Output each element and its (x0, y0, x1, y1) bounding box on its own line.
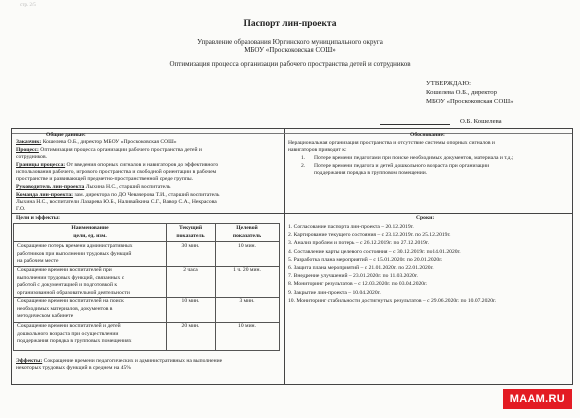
bounds-line: Границы процесса: От введения опорных сигналов и навигаторов до эффективного (16, 162, 219, 168)
rationale-item-2-cont: поддержания порядка в групповом помещении. (314, 170, 428, 176)
effects-line: Эффекты: Сокращение времени педагогических и административных на выполнение (16, 358, 223, 364)
team-line: Команда лин-проекта: зам. директора по ДО Чевачерова Т.И., старший воспитатель (16, 192, 220, 198)
goals-heading: Цели и эффекты: (16, 215, 61, 221)
deadline-item: 10. Мониторинг стабильности достигнутых результатов – с 29.06.2020г. по 10.07.2020г. (288, 297, 497, 304)
approve-name: Кошелева О.Б., директор (426, 89, 497, 96)
rationale-item-1: Потере времени педагогами при поиске необходимых документов, материала и т.д.; (314, 155, 514, 161)
goal-row: Сокращение времени воспитателей при выполнении трудовых функций, связанных с работой с документацией и подготовкой к организованной образовательной деятельности (17, 267, 130, 296)
deadline-item: 9. Закрытие лин-проекта – 10.04.2020г. (288, 289, 381, 296)
rationale-item-2-num: 2. (301, 163, 306, 169)
goal-target-value: 1 ч. 20 мин. (233, 267, 261, 273)
leader-line: Руководитель лин-проекта Лыхина Н.С., старший воспитатель (16, 184, 171, 190)
org-line-1: Управление образования Юргинского муниципального округа (197, 38, 383, 46)
bounds-line-2: использования рабочего, игрового пространства и свободной ориентации в рабочем (16, 169, 217, 175)
general-heading: Общие данные: (46, 132, 86, 138)
deadline-item: 7. Внедрение улучшений – 23.01.2020г. по 11.03.2020г. (288, 273, 418, 280)
top-rule (12, 133, 572, 134)
effects-line-2: некоторых трудовых функций в среднем на 45% (16, 365, 131, 371)
approve-label: УТВЕРЖДАЮ: (426, 80, 471, 87)
rationale-text-2: навигаторов приводит к: (288, 147, 347, 153)
goals-col-name: Наименование цели, ед. изм. (71, 225, 109, 239)
goal-target-value: 10 мин. (238, 243, 256, 249)
signature-line (380, 124, 450, 125)
goals-row-divider (14, 241, 279, 242)
goal-row: Сокращение времени воспитателей на поиск необходимых материалов, документов в методическом кабинете (17, 298, 124, 319)
rationale-heading: Обоснование: (410, 132, 445, 138)
approve-school: МБОУ «Проскоковская СОШ» (426, 98, 514, 105)
stray-page-mark: стр. 2/5 (20, 3, 36, 8)
goals-col-current: Текущий показатель (176, 225, 205, 239)
deadline-item: 8. Мониторинг результатов – с 12.03.2020г. по 03.04.2020г. (288, 281, 428, 288)
goal-target-value: 10 мин. (238, 323, 256, 329)
goal-row: Сокращение времени воспитателей и детей дошкольного возраста при осуществлении поддержания порядка в групповых помещениях (17, 323, 132, 344)
team-line-2: Лыхина Н.С., воспитатели Лазарева Ю.Б., Наливайкина С.Г., Вавор С.А., Некрасова (16, 199, 217, 205)
team-line-3: Г.О. (16, 206, 26, 212)
goal-current-value: 20 мин. (181, 323, 200, 329)
page-title: Паспорт лин-проекта (243, 19, 337, 29)
goals-col-target: Целевой показатель (232, 225, 262, 239)
process-line: Процесс: Оптимизация процесса организации рабочего пространства детей и (16, 147, 202, 153)
process-line-2: сотрудников. (16, 154, 47, 160)
row-divider (12, 213, 572, 214)
deadline-item: 4. Составление карты целевого состояния – с 30.12.2019г. по14.01.2020г. (288, 248, 461, 255)
rationale-text-1: Нерациональная организация пространства и отсутствие системы опорных сигналов и (288, 140, 495, 146)
deadline-item: 3. Анализ проблем и потерь – с 26.12.2019г. по 27.12.2019г. (288, 240, 429, 247)
goal-target-value: 3 мин. (239, 298, 255, 304)
goals-table (13, 223, 280, 351)
signature-name: О.Б. Кошелева (460, 118, 502, 125)
goal-current-value: 30 мин. (181, 243, 200, 249)
org-line-2: МБОУ «Проскоковская СОШ» (244, 46, 336, 54)
column-divider (284, 129, 285, 384)
site-watermark: MAAM.RU (503, 389, 572, 409)
deadline-item: 6. Защита плана мероприятий – с 21.01.2020г. по 22.01.2020г. (288, 265, 434, 271)
deadline-item: 2. Картирование текущего состояния – с 23.12.2019г. по 25.12.2019г. (288, 232, 451, 239)
rationale-item-1-num: 1. (301, 155, 306, 161)
deadline-item: 5. Разработка плана мероприятий – с 15.01.2020г. по 20.01.2020г. (288, 256, 443, 263)
goal-current-value: 10 мин. (181, 298, 200, 304)
rationale-item-2: Потере времени педагога и детей дошкольного возраста при организации (314, 163, 490, 169)
goal-current-value: 2 часа (183, 267, 198, 273)
signature-block (380, 118, 502, 125)
deadlines-heading: Сроки: (416, 215, 435, 221)
deadline-item: 1. Согласование паспорта лин-проекта – 20.12.2019г. (288, 224, 414, 230)
goal-row: Сокращение потерь времени административных работников при выполнении трудовых функций на рабочем месте (17, 243, 133, 264)
bounds-line-3: пространстве и развивающей предметно-пространственной среде группы. (16, 176, 194, 182)
customer-line: Заказчик: Кошелева О.Б., директор МБОУ «Проскоковская СОШ» (16, 139, 177, 145)
passport-table (11, 128, 573, 385)
project-subject: Оптимизация процесса организации рабочего пространства детей и сотрудников (169, 60, 411, 68)
